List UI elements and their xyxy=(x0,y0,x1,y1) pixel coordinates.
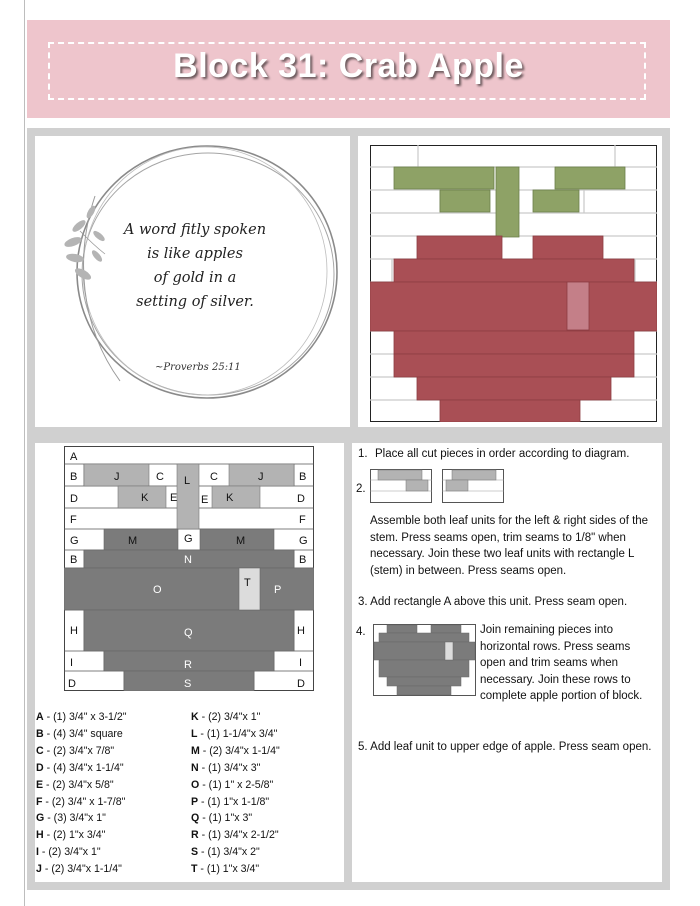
verse-line-1: A word fitly spoken xyxy=(123,222,267,238)
label-i-1: I xyxy=(70,657,74,669)
page-margin-line xyxy=(24,0,25,906)
cut-item: Q - (1) 1"x 3" xyxy=(191,812,253,825)
label-j-1: J xyxy=(114,471,120,483)
page-title: Block 31: Crab Apple xyxy=(173,47,524,85)
label-q: Q xyxy=(184,627,193,639)
cut-item: P - (1) 1"x 1-1/8" xyxy=(191,795,270,808)
label-c-2: C xyxy=(210,471,218,483)
cut-item: O - (1) 1" x 2-5/8" xyxy=(191,778,274,791)
label-l: L xyxy=(184,475,191,487)
cut-item: L - (1) 1-1/4"x 3/4" xyxy=(191,727,278,740)
leaf-unit-illustrations xyxy=(370,469,508,505)
cut-item: E - (2) 3/4"x 5/8" xyxy=(36,778,114,791)
step-1-text: Place all cut pieces in order according to diagram. xyxy=(375,448,630,460)
cut-item: D - (4) 3/4"x 1-1/4" xyxy=(36,761,124,774)
cut-item: R - (1) 3/4"x 2-1/2" xyxy=(191,829,279,842)
cut-item: J - (2) 3/4"x 1-1/4" xyxy=(36,863,122,876)
verse-line-3: of gold in a xyxy=(153,270,237,286)
label-m-1: M xyxy=(128,535,138,547)
label-c-1: C xyxy=(156,471,164,483)
label-d-3: D xyxy=(68,678,76,690)
step-4-number: 4. xyxy=(356,626,366,638)
label-t: T xyxy=(244,577,251,589)
label-f-1: F xyxy=(70,514,77,526)
cutting-list-right xyxy=(191,709,280,878)
label-f-2: F xyxy=(299,514,306,526)
label-p: P xyxy=(274,584,282,596)
step-2-number: 2. xyxy=(356,483,366,495)
label-e-1: E xyxy=(170,492,178,504)
step-5-text: 5. Add leaf unit to upper edge of apple. Press seam open. xyxy=(358,741,652,753)
cut-item: A - (1) 3/4" x 3-1/2" xyxy=(36,711,127,723)
cut-item: F - (2) 3/4" x 1-7/8" xyxy=(36,795,126,808)
label-b-1: B xyxy=(70,471,78,483)
cut-item: S - (1) 3/4"x 2" xyxy=(191,846,260,859)
label-a: A xyxy=(70,451,78,463)
label-g-2: G xyxy=(184,533,193,545)
leaf-unit-left xyxy=(370,470,432,503)
label-e-2: E xyxy=(201,494,209,506)
cut-item: G - (3) 3/4"x 1" xyxy=(36,812,106,825)
label-m-2: M xyxy=(236,535,246,547)
leaf-unit-right xyxy=(442,470,504,503)
label-g-1: G xyxy=(70,535,79,547)
cutting-list-left xyxy=(36,709,127,878)
label-b-3: B xyxy=(70,554,78,566)
cut-item: M - (2) 3/4"x 1-1/4" xyxy=(191,744,280,757)
verse-line-4: setting of silver. xyxy=(136,294,254,310)
label-k-2: K xyxy=(226,492,234,504)
label-h-2: H xyxy=(297,625,305,637)
label-r: R xyxy=(184,659,192,671)
label-b-2: B xyxy=(299,471,307,483)
verse-citation: ~Proverbs 25:11 xyxy=(155,362,241,373)
label-h-1: H xyxy=(70,625,78,637)
label-g-3: G xyxy=(299,535,308,547)
label-n: N xyxy=(184,554,192,566)
cut-item: N - (1) 3/4"x 3" xyxy=(191,761,261,774)
step-2-text: Assemble both leaf units for the left & right sides of the stem. Press seams open, trim seams to 1/8" when necessary. Join these two leaf units with rectangle L (stem) in between. Press seams open. xyxy=(370,515,649,577)
label-i-2: I xyxy=(299,657,303,669)
cut-item: B - (4) 3/4" square xyxy=(36,727,123,740)
step-3-text: 3. Add rectangle A above this unit. Press seam open. xyxy=(358,596,628,608)
label-d-4: D xyxy=(297,678,305,690)
cut-item: C - (2) 3/4"x 7/8" xyxy=(36,744,115,757)
apple-rows-illustration xyxy=(373,624,476,696)
cut-item: I - (2) 3/4"x 1" xyxy=(36,846,101,859)
label-b-4: B xyxy=(299,554,307,566)
label-o: O xyxy=(153,584,162,596)
verse-line-2: is like apples xyxy=(147,246,243,262)
label-d-1: D xyxy=(70,493,78,505)
cut-item: K - (2) 3/4"x 1" xyxy=(191,711,261,723)
verse-text xyxy=(100,218,290,314)
cut-item: H - (2) 1"x 3/4" xyxy=(36,829,106,842)
finished-apple-block xyxy=(370,145,657,422)
label-s: S xyxy=(184,678,192,690)
cut-item: T - (1) 1"x 3/4" xyxy=(191,863,260,876)
step-4-text: Join remaining pieces into horizontal rows. Press seams open and trim seams when necessary. Join these rows to complete apple portion of block. xyxy=(480,624,643,702)
label-j-2: J xyxy=(258,471,264,483)
label-k-1: K xyxy=(141,492,149,504)
step-1-number: 1. xyxy=(358,448,368,460)
label-d-2: D xyxy=(297,493,305,505)
piece-diagram xyxy=(64,446,314,691)
